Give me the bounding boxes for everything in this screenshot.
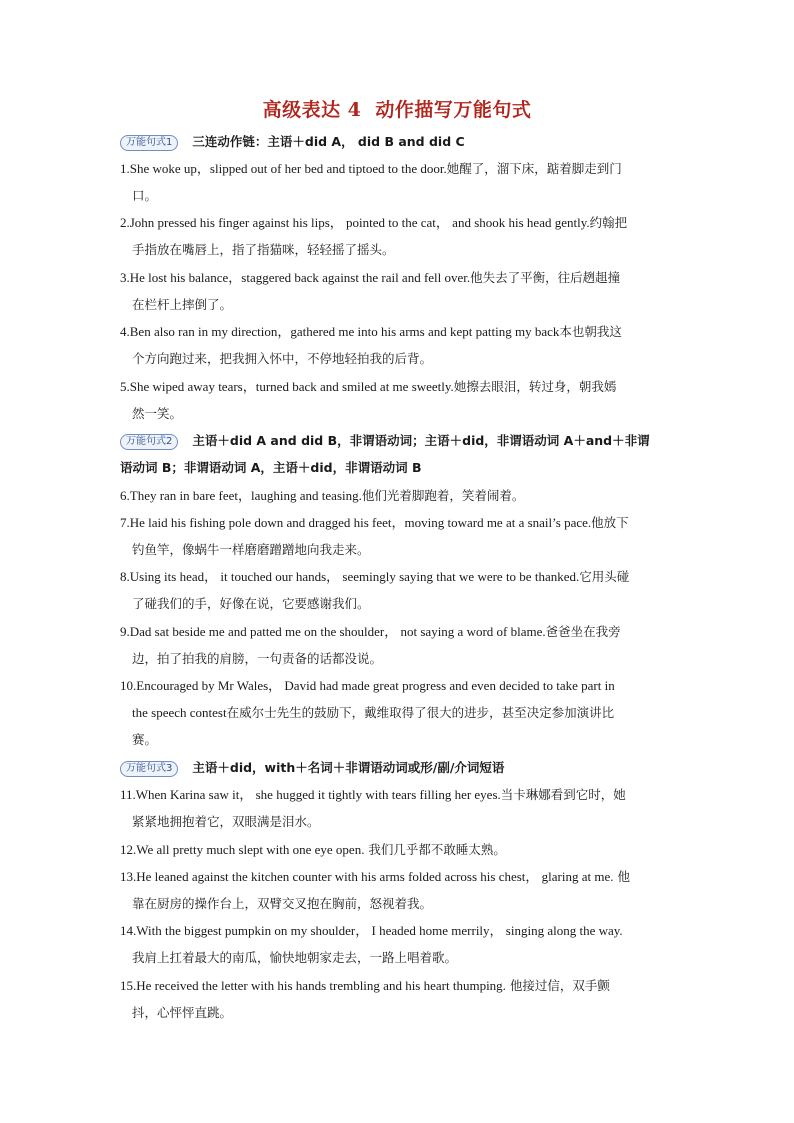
- list-item: [120, 672, 680, 753]
- sentence-cn: 她醒了，溜下床，踮着脚走到门: [446, 161, 622, 176]
- sentence-cn-cont: 我肩上扛着最大的南瓜，愉快地朝家走去，一路上唱着歌。: [132, 950, 458, 965]
- list-item: [120, 318, 680, 372]
- section-badge: 万能句式2: [120, 434, 178, 450]
- sentence-cn-cont: 然一笑。: [132, 406, 183, 421]
- sentence-cn-cont: 手指放在嘴唇上，指了指猫咪，轻轻摇了摇头。: [132, 242, 395, 257]
- sentence-cn-cont: 边，拍了拍我的肩膀，一句责备的话都没说。: [132, 651, 383, 666]
- sentence-cn-cont: 钓鱼竿，像蜗牛一样磨磨蹭蹭地向我走来。: [132, 542, 370, 557]
- list-item: [120, 264, 680, 318]
- sentence-cn-cont: 靠在厨房的操作台上，双臂交叉抱在胸前，怒视着我。: [132, 896, 433, 911]
- section-heading-2: [120, 427, 680, 481]
- list-item: [120, 563, 680, 617]
- list-item: [120, 509, 680, 563]
- sentence-cn: 他接过信，双手颤: [505, 978, 610, 993]
- sentence-cn: 约翰把: [589, 215, 628, 230]
- sentence-cn: 他们光着脚跑着，笑着闹着。: [361, 488, 525, 503]
- sentence-cn-cont: 赛。: [132, 732, 158, 747]
- sentence-en: 11.When Karina saw it， she hugged it tightly with tears filling her eyes.: [120, 787, 501, 802]
- sentence-en: 10.Encouraged by Mr Wales， David had made great progress and even decided to take part in: [120, 678, 615, 693]
- section-heading-3: [120, 754, 680, 781]
- sentence-cn: 在威尔士先生的鼓励下，戴维取得了很大的进步，甚至决定参加演讲比: [226, 705, 615, 720]
- list-item: [120, 917, 680, 971]
- list-item: [120, 482, 680, 509]
- sentence-cn-cont: 抖，心怦怦直跳。: [132, 1005, 233, 1020]
- sentence-en: 13.He leaned against the kitchen counter with his arms folded across his chest， glaring at me.: [120, 869, 614, 884]
- sentence-en: 9.Dad sat beside me and patted me on the shoulder， not saying a word of blame.: [120, 624, 546, 639]
- sentence-cn: 它用头碰: [579, 569, 630, 584]
- sentence-cn: 他: [613, 869, 630, 884]
- sentence-en: 6.They ran in bare feet，laughing and teasing.: [120, 488, 362, 503]
- sentence-cn-cont: 个方向跑过来，把我拥入怀中，不停地轻拍我的后背。: [132, 351, 433, 366]
- sentence-cn: 他放下: [591, 515, 629, 530]
- sentence-cn-cont: 了碰我们的手，好像在说，它要感谢我们。: [132, 596, 370, 611]
- sentence-cn: 本也朝我这: [559, 324, 622, 339]
- list-item: [120, 618, 680, 672]
- sentence-en: 3.He lost his balance，staggered back against the rail and fell over.: [120, 270, 471, 285]
- title-sub: 动作描写万能句式: [375, 99, 532, 121]
- sentence-en: 5.She wiped away tears，turned back and smiled at me sweetly.: [120, 379, 454, 394]
- list-item: [120, 781, 680, 835]
- list-item: [120, 209, 680, 263]
- sentence-en: 14.With the biggest pumpkin on my shoulder， I headed home merrily， singing along the way.: [120, 923, 623, 938]
- sentence-cn: 他失去了平衡，往后趔趄撞: [470, 270, 621, 285]
- sentence-en: 2.John pressed his finger against his lips， pointed to the cat， and shook his head gently.: [120, 215, 590, 230]
- section-heading-text-cont: 语动词 B；非谓语动词 A，主语＋did，非谓语动词 B: [120, 460, 422, 475]
- sentence-en: 15.He received the letter with his hands trembling and his heart thumping.: [120, 978, 506, 993]
- sentence-cn: 她擦去眼泪，转过身，朝我嫣: [453, 379, 617, 394]
- section-badge: 万能句式1: [120, 135, 178, 151]
- section-heading-text: 主语＋did A and did B，非谓语动词；主语＋did，非谓语动词 A＋and＋非谓: [192, 433, 650, 448]
- sentence-en: 12.We all pretty much slept with one eye open.: [120, 842, 365, 857]
- sentence-cn: 我们几乎都不敢睡太熟。: [364, 842, 506, 857]
- sentence-cn-cont: 口。: [132, 188, 158, 203]
- list-item: [120, 373, 680, 427]
- sentence-en: 4.Ben also ran in my direction，gathered me into his arms and kept patting my back: [120, 324, 560, 339]
- title-main: 高级表达 4: [262, 99, 362, 121]
- section-badge: 万能句式3: [120, 761, 178, 777]
- sentence-cont: [120, 699, 680, 726]
- page-title: [0, 95, 794, 122]
- sentence-en: 8.Using its head， it touched our hands， seemingly saying that we were to be thanked.: [120, 569, 580, 584]
- section-heading-1: [120, 128, 680, 155]
- list-item: [120, 972, 680, 1026]
- section-heading-text: 三连动作链：主语＋did A， did B and did C: [192, 134, 465, 149]
- list-item: [120, 836, 680, 863]
- list-item: [120, 155, 680, 209]
- sentence-cn: 爸爸坐在我旁: [545, 624, 621, 639]
- sentence-en: 1.She woke up，slipped out of her bed and tiptoed to the door.: [120, 161, 447, 176]
- sentence-cn: 当卡琳娜看到它时，她: [500, 787, 626, 802]
- section-heading-text: 主语＋did，with＋名词＋非谓语动词或形/副/介词短语: [192, 760, 505, 775]
- sentence-cn-cont: 紧紧地拥抱着它，双眼满是泪水。: [132, 814, 320, 829]
- sentence-cn-cont: 在栏杆上摔倒了。: [132, 297, 233, 312]
- sentence-en-cont: the speech contest: [132, 705, 227, 720]
- sentence-en: 7.He laid his fishing pole down and dragged his feet，moving toward me at a snail’s pace.: [120, 515, 592, 530]
- list-item: [120, 863, 680, 917]
